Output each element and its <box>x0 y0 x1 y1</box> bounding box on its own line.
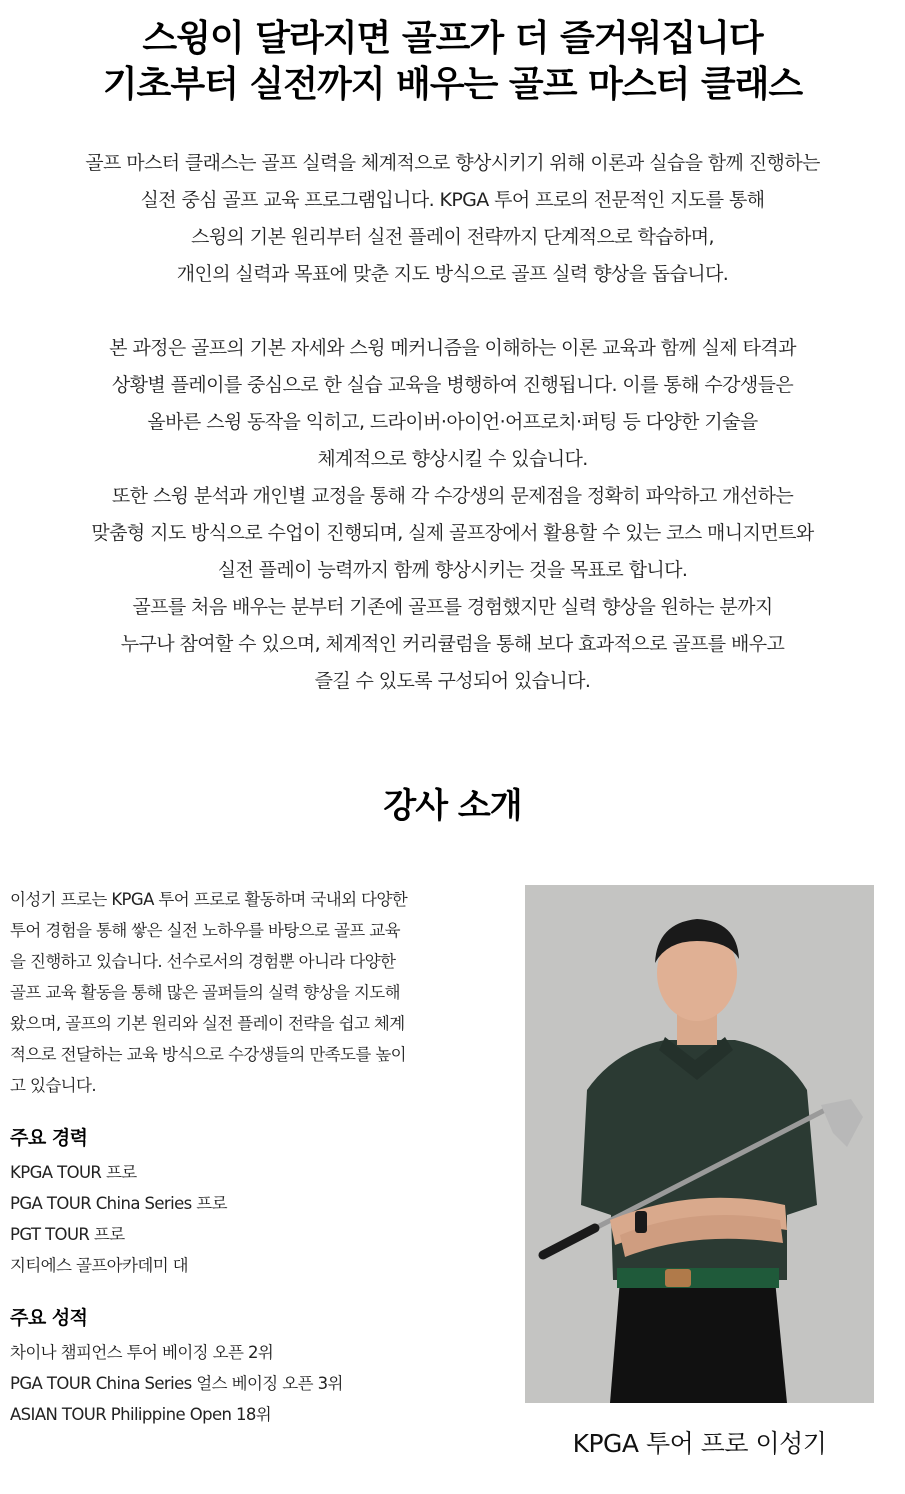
instructor-illustration <box>525 885 874 1403</box>
intro-line: 올바른 스윙 동작을 익히고, 드라이버·아이언·어프로치·퍼팅 등 다양한 기술을 <box>147 411 758 433</box>
intro-line: 본 과정은 골프의 기본 자세와 스윙 메커니즘을 이해하는 이론 교육과 함께 실제 타격과 <box>109 337 796 359</box>
bio-line: 을 진행하고 있습니다. 선수로서의 경험뿐 아니라 다양한 <box>10 952 396 971</box>
hero-title-line2: 기초부터 실전까지 배우는 골프 마스터 클래스 <box>102 64 803 105</box>
intro-line: 누구나 참여할 수 있으며, 체계적인 커리큘럼을 통해 보다 효과적으로 골프를 배우고 <box>120 633 785 655</box>
intro-line: 또한 스윙 분석과 개인별 교정을 통해 각 수강생의 문제점을 정확히 파악하고 개선하는 <box>111 485 794 507</box>
bio-line: 적으로 전달하는 교육 방식으로 수강생들의 만족도를 높이 <box>10 1045 407 1064</box>
hero-title-line1: 스윙이 달라지면 골프가 더 즐거워집니다 <box>142 18 763 59</box>
intro-line: 골프를 처음 배우는 분부터 기존에 골프를 경험했지만 실력 향상을 원하는 분까지 <box>132 596 773 618</box>
intro-line: 체계적으로 향상시킬 수 있습니다. <box>317 448 588 470</box>
intro-line: 실전 중심 골프 교육 프로그램입니다. KPGA 투어 프로의 전문적인 지도를 통해 <box>140 189 765 211</box>
intro-line: 상황별 플레이를 중심으로 한 실습 교육을 병행하여 진행됩니다. 이를 통해 수강생들은 <box>111 374 794 396</box>
bio-line: 이성기 프로는 KPGA 투어 프로로 활동하며 국내외 다양한 <box>10 890 408 909</box>
intro-line: 골프 마스터 클래스는 골프 실력을 체계적으로 향상시키기 위해 이론과 실습을 함께 진행하는 <box>85 152 820 174</box>
instructor-section-title: 강사 소개 <box>383 786 522 826</box>
course-intro <box>0 145 905 700</box>
career-item: KPGA TOUR 프로 <box>10 1163 137 1182</box>
photo-caption: KPGA 투어 프로 이성기 <box>572 1429 827 1458</box>
bio-line: 골프 교육 활동을 통해 많은 골퍼들의 실력 향상을 지도해 <box>10 983 400 1002</box>
paragraph-gap <box>0 293 905 330</box>
instructor-photo <box>525 885 874 1403</box>
bio-line: 투어 경험을 통해 쌓은 실전 노하우를 바탕으로 골프 교육 <box>10 921 400 940</box>
trousers <box>610 1280 787 1403</box>
career-item: PGA TOUR China Series 프로 <box>10 1194 227 1213</box>
results-heading: 주요 성적 <box>10 1307 88 1329</box>
instructor-bio <box>10 884 470 1430</box>
intro-line: 맞춤형 지도 방식으로 수업이 진행되며, 실제 골프장에서 활용할 수 있는 코스 매니지먼트와 <box>91 522 814 544</box>
result-item: ASIAN TOUR Philippine Open 18위 <box>10 1405 272 1424</box>
watch <box>635 1211 647 1233</box>
bio-line: 고 있습니다. <box>10 1076 96 1095</box>
career-item: 지티에스 골프아카데미 대 <box>10 1256 189 1275</box>
result-item: PGA TOUR China Series 얼스 베이징 오픈 3위 <box>10 1374 343 1393</box>
result-item: 차이나 챔피언스 투어 베이징 오픈 2위 <box>10 1343 274 1362</box>
bio-line: 왔으며, 골프의 기본 원리와 실전 플레이 전략을 쉽고 체계 <box>10 1014 405 1033</box>
career-heading: 주요 경력 <box>10 1127 88 1149</box>
belt <box>617 1268 779 1288</box>
hero-header <box>0 16 905 108</box>
results-list <box>10 1337 470 1430</box>
career-item: PGT TOUR 프로 <box>10 1225 125 1244</box>
intro-line: 개인의 실력과 목표에 맞춘 지도 방식으로 골프 실력 향상을 돕습니다. <box>176 263 729 285</box>
intro-line: 실전 플레이 능력까지 함께 향상시키는 것을 목표로 합니다. <box>217 559 688 581</box>
intro-line: 스윙의 기본 원리부터 실전 플레이 전략까지 단계적으로 학습하며, <box>191 226 714 248</box>
intro-line: 즐길 수 있도록 구성되어 있습니다. <box>314 670 591 692</box>
belt-buckle <box>665 1269 691 1287</box>
career-list <box>10 1157 470 1281</box>
